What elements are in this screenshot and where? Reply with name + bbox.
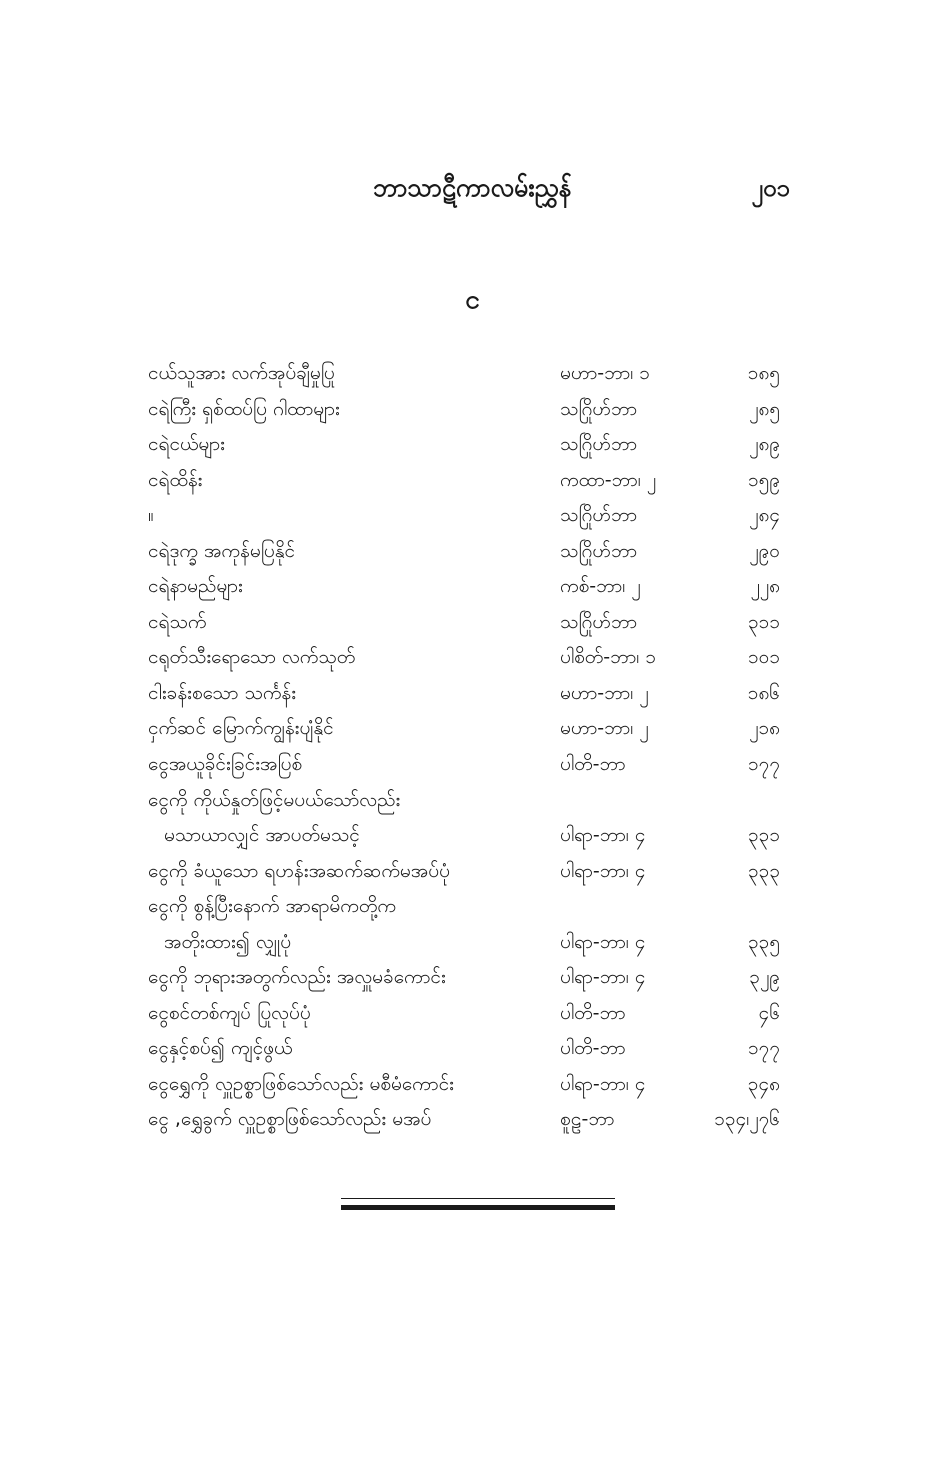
entry-term: ငွေကို ကိုယ်နှုတ်ဖြင့်မပယ်သော်လည်း (148, 788, 401, 811)
entry-source: သဂြိုဟ်ဘာ (560, 610, 638, 633)
index-entry (148, 1067, 784, 1103)
entry-term: ငရဲနာမည်များ (148, 575, 243, 598)
index-entry (148, 1102, 784, 1138)
entry-term: အတိုးထား၍ လျှုပုံ (164, 930, 292, 953)
index-entry (148, 854, 784, 890)
entry-page: ၁၈၆ (747, 681, 780, 704)
entry-source: ပါရာ-ဘာ၊ ၄ (560, 824, 646, 847)
entry-term: ငွေစင်တစ်ကျပ် ပြုလုပ်ပုံ (148, 1001, 311, 1024)
entry-source: ပါရာ-ဘာ၊ ၄ (560, 966, 646, 989)
entry-page: ၃၃၅ (747, 930, 780, 953)
entry-source: ကစ်-ဘာ၊ ၂ (560, 575, 641, 598)
entry-source: ပါတိ-ဘာ (560, 753, 626, 776)
entry-page: ၁၈၅ (747, 362, 780, 384)
entry-page: ၁၀၁ (747, 646, 780, 669)
entry-term: ငါးခန်းစသော သင်္ကန်း (148, 681, 297, 704)
entry-source: ပါရာ-ဘာ၊ ၄ (560, 859, 646, 882)
entry-source: မဟာ-ဘာ၊ ၁ (560, 362, 650, 384)
entry-term: ။ (148, 504, 154, 527)
entry-term: မသာယာလျှင် အာပတ်မသင့် (164, 824, 360, 847)
entry-term: ငရုတ်သီးရောသော လက်သုတ် (148, 646, 356, 669)
entry-term: ငရဲသက် (148, 610, 207, 633)
entry-page: ၁၅၉ (747, 468, 780, 491)
entry-page: ၁၇၇ (747, 1037, 780, 1060)
entry-term: ငွေကို စွန့်ပြီးနောက် အာရာမိကတို့က (148, 895, 396, 918)
index-entry (148, 427, 784, 463)
entry-source: ပါရာ-ဘာ၊ ၄ (560, 1072, 646, 1095)
index-list (148, 356, 784, 1138)
index-entry (148, 747, 784, 783)
index-entry (148, 640, 784, 676)
entry-term: ငွေကို ခံယူသော ရဟန်းအဆက်ဆက်မအပ်ပုံ (148, 859, 450, 882)
entry-source: စူဠ-ဘာ (560, 1108, 615, 1131)
entry-page: ၃၁၁ (747, 610, 780, 633)
entry-page: ၃၂၉ (749, 966, 780, 989)
index-entry (148, 605, 784, 641)
section-letter: င (465, 285, 480, 315)
index-entry (148, 711, 784, 747)
running-title: ဘာသာဋီကာလမ်းညွှန် (373, 173, 572, 202)
entry-page: ၄၆ (758, 1001, 780, 1024)
entry-page: ၁၃၄၊၂၇၆ (714, 1108, 780, 1131)
entry-source: သဂြိုဟ်ဘာ (560, 504, 638, 527)
index-entry (148, 818, 784, 854)
entry-term: ငွေကို ဘုရားအတွက်လည်း အလှူမခံကောင်း (148, 966, 446, 989)
entry-term: ငွေနှင့်စပ်၍ ကျင့်ဖွယ် (148, 1037, 293, 1060)
entry-term: ငရဲထိန်း (148, 468, 203, 491)
closing-rule-thin (341, 1198, 615, 1199)
entry-term: ငွေရွှေကို လှူဥစ္စာဖြစ်သော်လည်း မစီမံကောင်း (148, 1072, 454, 1095)
entry-page: ၂၈၄ (749, 504, 780, 527)
entry-page: ၃၃၃ (747, 859, 780, 882)
index-entry (148, 996, 784, 1032)
entry-source: သဂြိုဟ်ဘာ (560, 397, 638, 420)
entry-term: ငယ်သူအား လက်အုပ်ချီမှုပြု (148, 362, 335, 384)
entry-page: ၃၄၈ (747, 1072, 780, 1095)
entry-page: ၁၇၇ (747, 753, 780, 776)
index-entry (148, 463, 784, 499)
index-entry (148, 498, 784, 534)
entry-source: ကထာ-ဘာ၊ ၂ (560, 468, 657, 491)
index-entry (148, 783, 784, 819)
index-entry (148, 356, 784, 392)
entry-source: သဂြိုဟ်ဘာ (560, 539, 638, 562)
index-entry (148, 676, 784, 712)
entry-source: မဟာ-ဘာ၊ ၂ (560, 717, 649, 740)
index-entry (148, 960, 784, 996)
entry-page: ၂၈၅ (749, 397, 780, 420)
entry-source: ပါတိ-ဘာ (560, 1001, 626, 1024)
entry-source: ပါတိ-ဘာ (560, 1037, 626, 1060)
entry-page: ၂၁၈ (749, 717, 780, 740)
entry-source: ပါရာ-ဘာ၊ ၄ (560, 930, 646, 953)
index-entry (148, 1031, 784, 1067)
entry-page: ၂၈၉ (749, 433, 780, 456)
entry-page: ၂၂၈ (750, 575, 780, 598)
entry-term: ငှက်ဆင် မြောက်ကျွန်းပျံနိုင် (148, 717, 334, 740)
closing-rule-thick (341, 1205, 615, 1210)
index-entry (148, 569, 784, 605)
entry-page: ၃၃၁ (747, 824, 780, 847)
index-entry (148, 889, 784, 925)
entry-term: ငရဲငယ်များ (148, 433, 225, 456)
entry-source: ပါစိတ်-ဘာ၊ ၁ (560, 646, 657, 669)
entry-term: ငွေ ,ရွှေခွက် လှူဥစ္စာဖြစ်သော်လည်း မအပ် (148, 1108, 432, 1131)
entry-source: မဟာ-ဘာ၊ ၂ (560, 681, 649, 704)
entry-term: ငရဲကြီး ရှစ်ထပ်ပြ ဂါထာများ (148, 397, 340, 420)
entry-page: ၂၉၀ (749, 539, 780, 562)
entry-source: သဂြိုဟ်ဘာ (560, 433, 638, 456)
page-number: ၂၀၁ (751, 174, 790, 202)
index-entry (148, 925, 784, 961)
entry-term: ငရဲဒုက္ခ အကုန်မပြနိုင် (148, 539, 296, 562)
index-entry (148, 534, 784, 570)
index-entry (148, 392, 784, 428)
entry-term: ငွေအယူခိုင်းခြင်းအပြစ် (148, 753, 303, 776)
